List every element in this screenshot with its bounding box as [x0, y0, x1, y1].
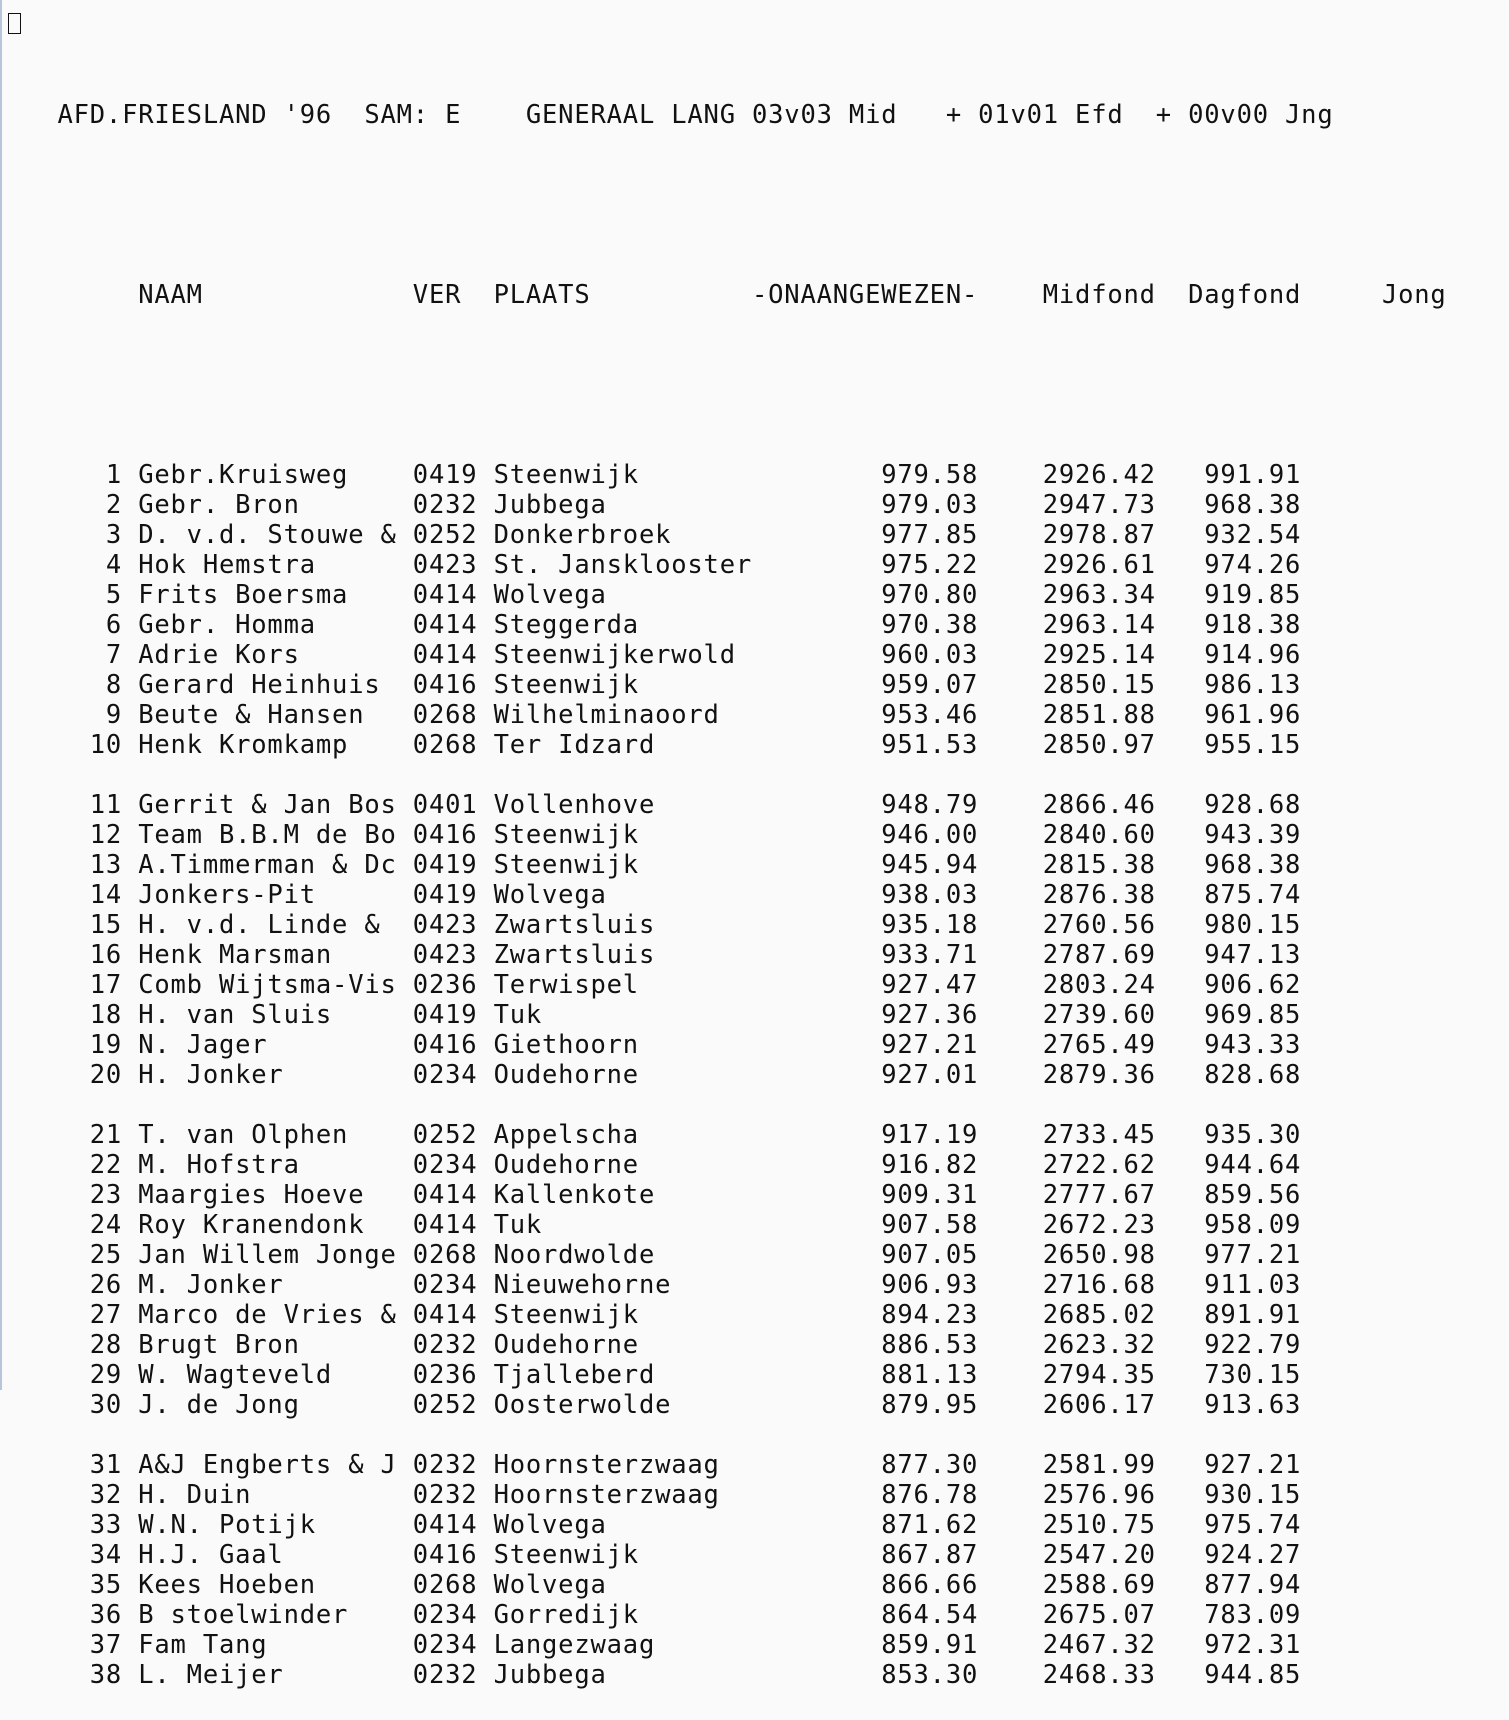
result-row: 26 M. Jonker 0234 Nieuwehorne 906.93 2716.68 911.03	[9, 1270, 1302, 1300]
blank-line	[9, 1420, 1447, 1450]
result-row: 11 Gerrit & Jan Bos 0401 Vollenhove 948.79 2866.46 928.68	[9, 790, 1302, 820]
result-row: 35 Kees Hoeben 0268 Wolvega 866.66 2588.69 877.94	[9, 1570, 1302, 1600]
result-row: 7 Adrie Kors 0414 Steenwijkerwold 960.03 2925.14 914.96	[9, 640, 1302, 670]
result-row: 31 A&J Engberts & J 0232 Hoornsterzwaag 877.30 2581.99 927.21	[9, 1450, 1302, 1480]
result-row: 24 Roy Kranendonk 0414 Tuk 907.58 2672.23 958.09	[9, 1210, 1302, 1240]
result-row: 38 L. Meijer 0232 Jubbega 853.30 2468.33 944.85	[9, 1660, 1302, 1690]
result-row: 21 T. van Olphen 0252 Appelscha 917.19 2733.45 935.30	[9, 1120, 1302, 1150]
result-row: 3 D. v.d. Stouwe & 0252 Donkerbroek 977.85 2978.87 932.54	[9, 520, 1302, 550]
result-row: 15 H. v.d. Linde & 0423 Zwartsluis 935.18 2760.56 980.15	[9, 910, 1302, 940]
results-list	[9, 460, 1447, 1690]
blank-line	[9, 760, 1447, 790]
result-row: 18 H. van Sluis 0419 Tuk 927.36 2739.60 969.85	[9, 1000, 1302, 1030]
result-row: 36 B stoelwinder 0234 Gorredijk 864.54 2675.07 783.09	[9, 1600, 1302, 1630]
result-row: 33 W.N. Potijk 0414 Wolvega 871.62 2510.75 975.74	[9, 1510, 1302, 1540]
missing-glyph-icon	[8, 13, 21, 34]
report-text	[9, 40, 1447, 1720]
result-row: 6 Gebr. Homma 0414 Steggerda 970.38 2963.14 918.38	[9, 610, 1302, 640]
report-header: AFD.FRIESLAND '96 SAM: E GENERAAL LANG 03v03 Mid + 01v01 Efd + 00v00 Jng	[9, 100, 1334, 130]
result-row: 37 Fam Tang 0234 Langezwaag 859.91 2467.32 972.31	[9, 1630, 1302, 1660]
result-row: 28 Brugt Bron 0232 Oudehorne 886.53 2623.32 922.79	[9, 1330, 1302, 1360]
result-row: 29 W. Wagteveld 0236 Tjalleberd 881.13 2794.35 730.15	[9, 1360, 1302, 1390]
result-row: 13 A.Timmerman & Dc 0419 Steenwijk 945.94 2815.38 968.38	[9, 850, 1302, 880]
result-row: 10 Henk Kromkamp 0268 Ter Idzard 951.53 2850.97 955.15	[9, 730, 1302, 760]
result-row: 25 Jan Willem Jonge 0268 Noordwolde 907.05 2650.98 977.21	[9, 1240, 1302, 1270]
blank-line	[9, 370, 1447, 400]
blank-line	[9, 190, 1447, 220]
result-row: 19 N. Jager 0416 Giethoorn 927.21 2765.49 943.33	[9, 1030, 1302, 1060]
result-row: 2 Gebr. Bron 0232 Jubbega 979.03 2947.73 968.38	[9, 490, 1302, 520]
result-row: 20 H. Jonker 0234 Oudehorne 927.01 2879.36 828.68	[9, 1060, 1302, 1090]
result-row: 34 H.J. Gaal 0416 Steenwijk 867.87 2547.20 924.27	[9, 1540, 1302, 1570]
column-headers: NAAM VER PLAATS -ONAANGEWEZEN- Midfond Dagfond Jong	[9, 280, 1447, 310]
result-row: 14 Jonkers-Pit 0419 Wolvega 938.03 2876.38 875.74	[9, 880, 1302, 910]
result-row: 12 Team B.B.M de Bo 0416 Steenwijk 946.00 2840.60 943.39	[9, 820, 1302, 850]
result-row: 23 Maargies Hoeve 0414 Kallenkote 909.31 2777.67 859.56	[9, 1180, 1302, 1210]
result-row: 16 Henk Marsman 0423 Zwartsluis 933.71 2787.69 947.13	[9, 940, 1302, 970]
result-row: 22 M. Hofstra 0234 Oudehorne 916.82 2722.62 944.64	[9, 1150, 1302, 1180]
result-row: 8 Gerard Heinhuis 0416 Steenwijk 959.07 2850.15 986.13	[9, 670, 1302, 700]
result-row: 1 Gebr.Kruisweg 0419 Steenwijk 979.58 2926.42 991.91	[9, 460, 1302, 490]
result-row: 32 H. Duin 0232 Hoornsterzwaag 876.78 2576.96 930.15	[9, 1480, 1302, 1510]
result-row: 5 Frits Boersma 0414 Wolvega 970.80 2963.34 919.85	[9, 580, 1302, 610]
result-row: 4 Hok Hemstra 0423 St. Jansklooster 975.22 2926.61 974.26	[9, 550, 1302, 580]
blank-line	[9, 1090, 1447, 1120]
result-row: 30 J. de Jong 0252 Oosterwolde 879.95 2606.17 913.63	[9, 1390, 1302, 1420]
result-row: 17 Comb Wijtsma-Vis 0236 Terwispel 927.47 2803.24 906.62	[9, 970, 1302, 1000]
left-border	[0, 0, 2, 1390]
result-row: 27 Marco de Vries & 0414 Steenwijk 894.23 2685.02 891.91	[9, 1300, 1302, 1330]
result-row: 9 Beute & Hansen 0268 Wilhelminaoord 953.46 2851.88 961.96	[9, 700, 1302, 730]
